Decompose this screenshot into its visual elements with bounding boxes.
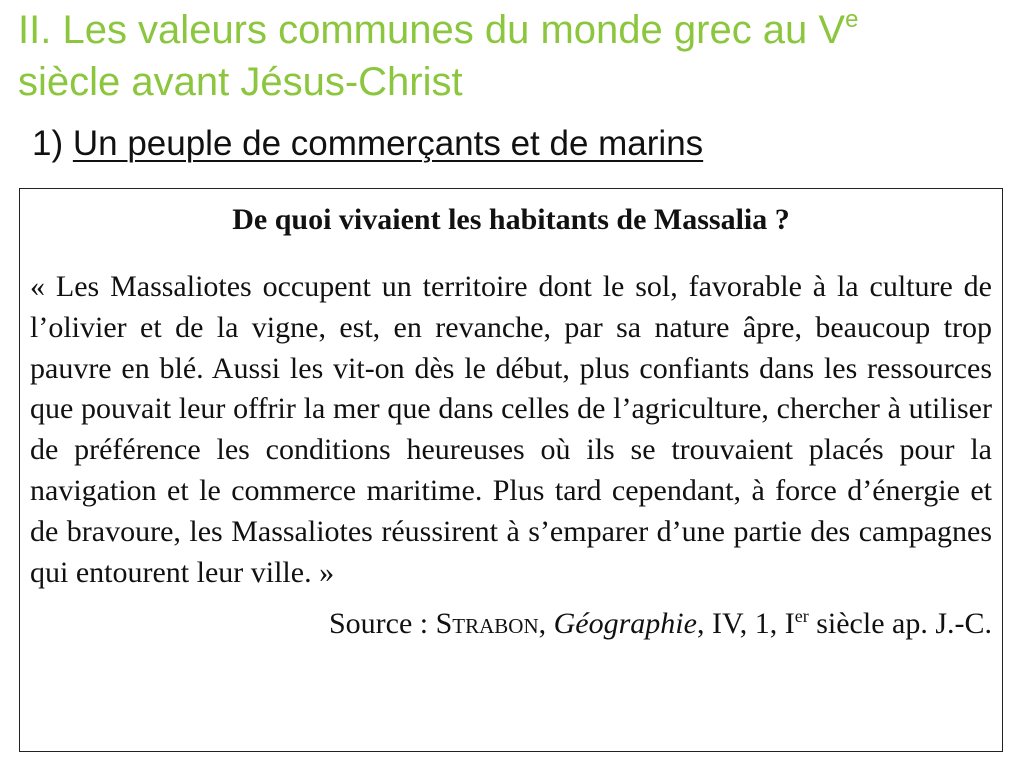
source-work: Géographie	[553, 607, 697, 641]
subtitle-text: Un peuple de commerçants et de marins	[72, 124, 704, 163]
document-quote: « Les Massaliotes occupent un territoire dont le sol, favorable à la culture de l’olivier et de la vigne, est, en revanche, par sa nature âpre, beaucoup trop pauvre en blé. Aussi les vit-on dès le début, plus confiants dans les ressources que pouvait leur offrir la mer que dans celles de l’agriculture, chercher à utiliser de préférence les conditions heureuses où ils se trouvaient placés pour la navigation et le commerce maritime. Plus tard cependant, à force d’énergie et de bravoure, les Massaliotes réussirent à s’emparer d’une partie des campagnes qui entourent leur ville. »	[30, 270, 992, 589]
document-heading: De quoi vivaient les habitants de Massalia ?	[232, 203, 790, 236]
source-label: Source :	[328, 607, 436, 641]
slide-title-text: II. Les valeurs communes du monde grec au V	[18, 8, 846, 52]
source-date: siècle ap. J.-C.	[808, 607, 992, 641]
slide-title-superscript: e	[845, 6, 859, 33]
source-author-initial: S	[435, 607, 453, 641]
slide-title	[18, 4, 1018, 108]
document-source	[30, 606, 992, 642]
source-reference: , IV, 1, I	[696, 607, 795, 641]
slide-title-continuation: siècle avant Jésus-Christ	[18, 60, 463, 104]
source-document-box	[19, 188, 1003, 752]
source-author-rest: trabon	[452, 607, 539, 641]
subtitle-number: 1)	[32, 124, 73, 163]
source-separator: ,	[538, 607, 554, 641]
section-subtitle	[32, 122, 703, 166]
source-century-superscript: er	[794, 606, 809, 627]
